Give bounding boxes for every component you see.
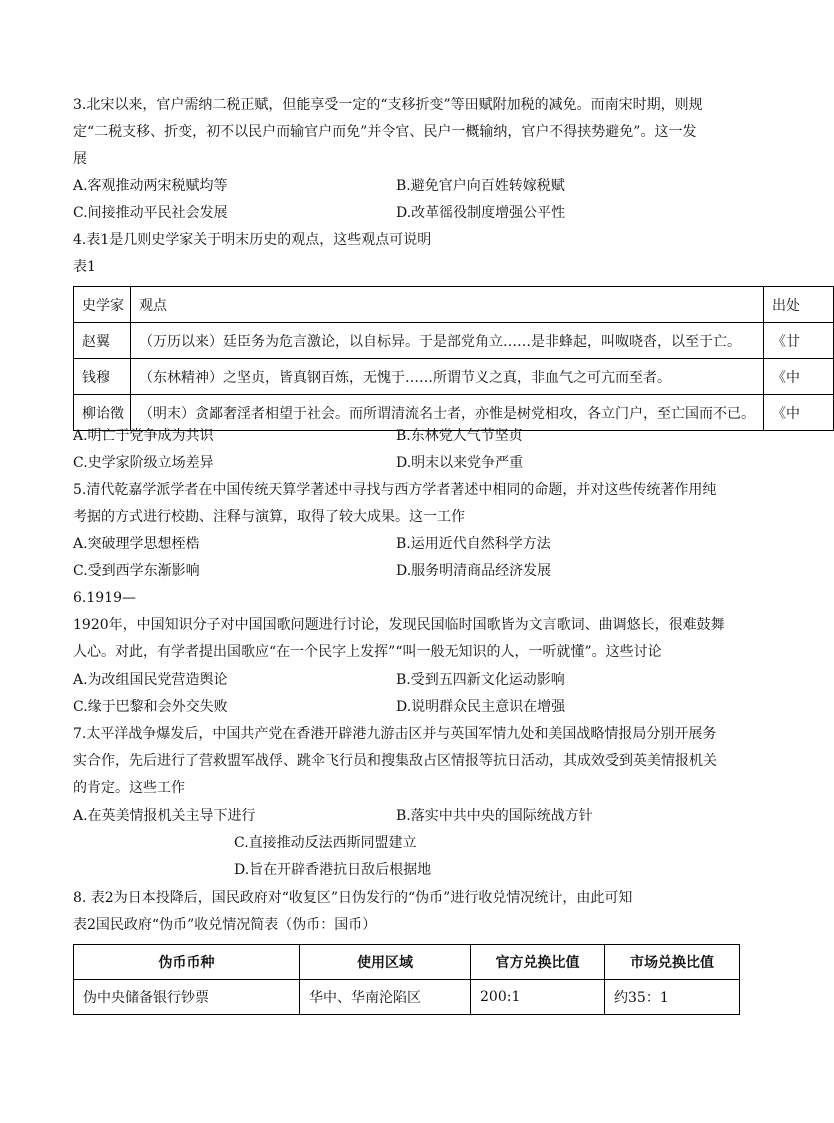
table-row — [74, 323, 834, 359]
table-2-header-market-rate: 市场兑换比值 — [605, 945, 740, 980]
q5-stem-line-2: 考据的方式进行校勘、注释与演算，取得了较大成果。这一工作 — [73, 509, 465, 525]
table-2-header-region: 使用区域 — [300, 945, 471, 980]
q4-option-b: B.东林党人气节坚贞 — [396, 428, 523, 444]
q4-stem: 4.表1是几则史学家关于明末历史的观点，这些观点可说明 — [73, 232, 432, 248]
table-cell: 《廿 — [764, 323, 834, 359]
q7-option-a: A.在英美情报机关主导下进行 — [73, 808, 256, 824]
table-cell: （东林精神）之坚贞，皆真钢百炼，无愧于……所谓节义之真，非血气之可亢而至者。 — [131, 359, 764, 395]
q3-option-a: A.客观推动两宋税赋均等 — [73, 178, 228, 194]
q7-stem-line-2: 实合作，先后进行了营救盟军战俘、跳伞飞行员和搜集敌占区情报等抗日活动，其成效受到英美情报机关 — [73, 753, 717, 769]
q4-option-d: D.明末以来党争严重 — [396, 455, 524, 471]
table-1-header-source: 出处 — [764, 287, 834, 323]
table-cell: 赵翼 — [74, 323, 131, 359]
table-row — [74, 980, 740, 1015]
table-cell: 伪中央储备银行钞票 — [74, 980, 300, 1015]
q5-option-b: B.运用近代自然科学方法 — [396, 536, 551, 552]
q7-stem-line-3: 的肯定。这些工作 — [73, 780, 185, 796]
table-cell: 约35：1 — [605, 980, 740, 1015]
table-1-header-historian: 史学家 — [74, 287, 131, 323]
q5-option-a: A.突破理学思想桎梏 — [73, 536, 200, 552]
table-1 — [73, 286, 834, 431]
q6-option-c: C.缘于巴黎和会外交失败 — [73, 699, 228, 715]
q7-option-c: C.直接推动反法西斯同盟建立 — [234, 835, 417, 851]
q4-option-a: A.明亡于党争成为共识 — [73, 428, 214, 444]
q8-stem: 8. 表2为日本投降后，国民政府对“收复区”日伪发行的“伪币”进行收兑情况统计，由此可知 — [73, 890, 633, 906]
q6-stem-line-3: 人心。对此，有学者提出国歌应“在一个民字上发挥”“叫一般无知识的人，一听就懂”。这些讨论 — [73, 644, 662, 660]
q6-option-d: D.说明群众民主意识在增强 — [396, 699, 566, 715]
table-cell: 柳诒徵 — [74, 395, 131, 431]
q5-option-c: C.受到西学东渐影响 — [73, 563, 200, 579]
table-cell: 钱穆 — [74, 359, 131, 395]
q3-stem-line-2: 定“二税支移、折变，初不以民户而输官户而免”并令官、民户一概输纳，官户不得挟势避免”。这一发 — [73, 124, 697, 140]
table-cell: （明末）贪鄙奢淫者相望于社会。而所谓清流名士者，亦惟是树党相攻，各立门户，至亡国而不已。 — [131, 395, 764, 431]
q5-option-d: D.服务明清商品经济发展 — [396, 563, 552, 579]
q6-option-a: A.为改组国民党营造舆论 — [73, 672, 228, 688]
table-cell: 200:1 — [471, 980, 605, 1015]
q3-option-b: B.避免官户向百姓转嫁税赋 — [396, 178, 565, 194]
table-cell: 《中 — [764, 359, 834, 395]
q6-stem-line-1: 6.1919— — [73, 590, 136, 606]
q6-option-b: B.受到五四新文化运动影响 — [396, 672, 565, 688]
table-1-header-viewpoint: 观点 — [131, 287, 764, 323]
q7-option-d: D.旨在开辟香港抗日敌后根据地 — [234, 862, 432, 878]
table-cell: 华中、华南沦陷区 — [300, 980, 471, 1015]
q3-option-d: D.改革徭役制度增强公平性 — [396, 205, 566, 221]
table-cell: 《中 — [764, 395, 834, 431]
table-1-header-row — [74, 287, 834, 323]
table-1-label: 表1 — [73, 259, 96, 275]
table-2-header-currency: 伪币币种 — [74, 945, 300, 980]
q3-stem-line-3: 展 — [73, 151, 87, 167]
q3-option-c: C.间接推动平民社会发展 — [73, 205, 228, 221]
q3-stem-line-1: 3.北宋以来，官户需纳二税正赋，但能享受一定的“支移折变”等田赋附加税的减免。而南宋时期，则规 — [73, 97, 703, 113]
table-2-header-row — [74, 945, 740, 980]
q6-stem-line-2: 1920年，中国知识分子对中国国歌问题进行讨论，发现民国临时国歌皆为文言歌词、曲调悠长，很难鼓舞 — [73, 617, 725, 633]
table-2 — [73, 944, 740, 1015]
q5-stem-line-1: 5.清代乾嘉学派学者在中国传统天算学著述中寻找与西方学者著述中相同的命题，并对这些传统著作用纯 — [73, 482, 717, 498]
q4-option-c: C.史学家阶级立场差异 — [73, 455, 214, 471]
table-2-label: 表2国民政府“伪币”收兑情况简表（伪币：国币） — [73, 917, 377, 933]
table-row — [74, 359, 834, 395]
q7-stem-line-1: 7.太平洋战争爆发后，中国共产党在香港开辟港九游击区并与英国军情九处和美国战略情报局分别开展务 — [73, 726, 717, 742]
table-cell: （万历以来）廷臣务为危言激论，以自标异。于是部党角立……是非蜂起，叫呶哓沓，以至于亡。 — [131, 323, 764, 359]
table-2-header-official-rate: 官方兑换比值 — [471, 945, 605, 980]
q7-option-b: B.落实中共中央的国际统战方针 — [396, 808, 593, 824]
